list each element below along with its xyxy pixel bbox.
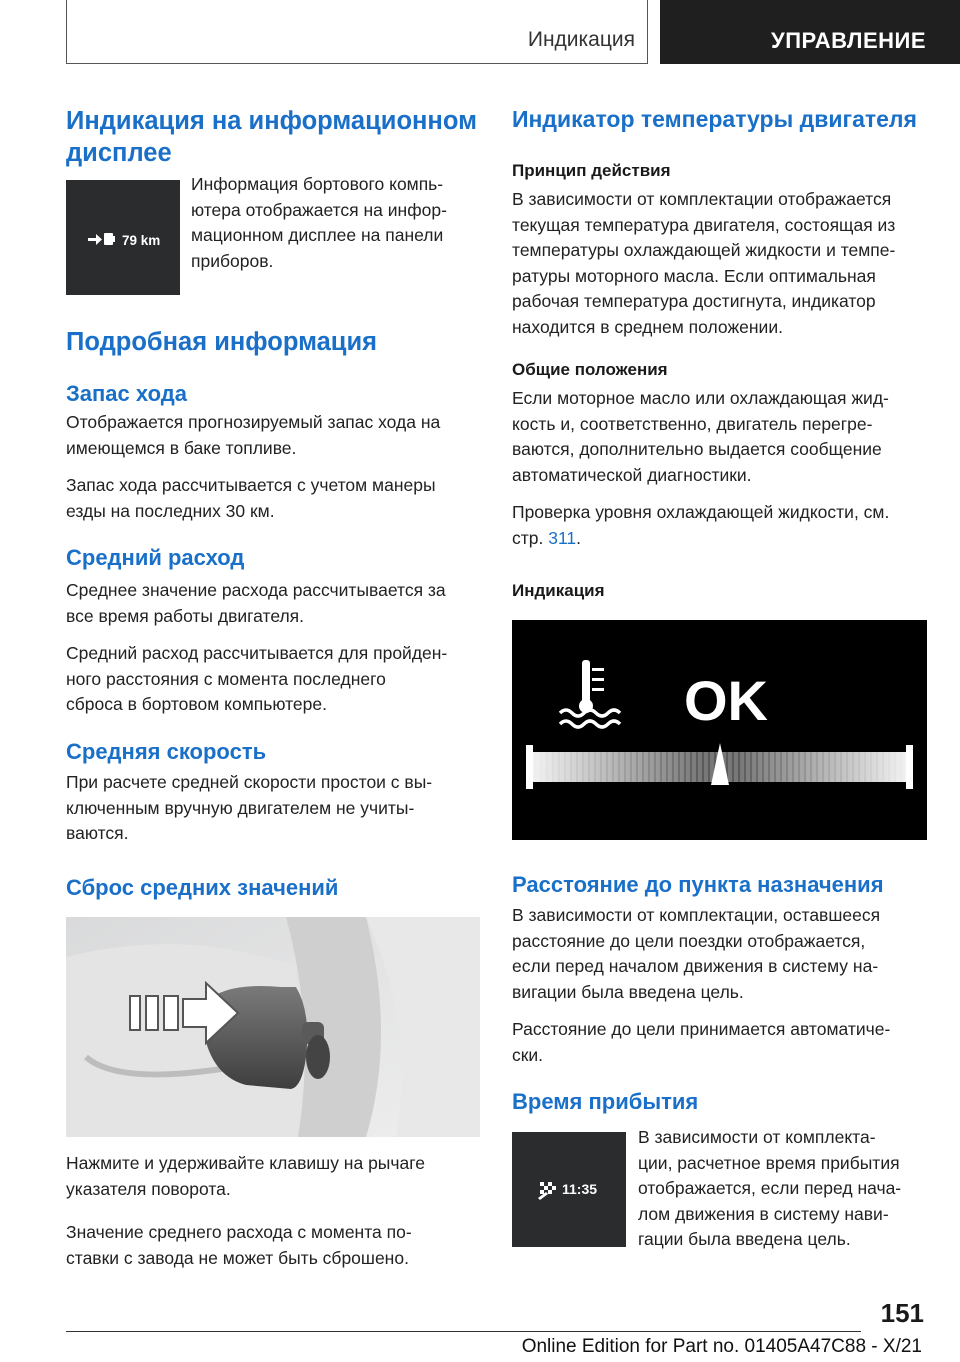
coolant-check-ref bbox=[512, 526, 932, 552]
reset-text-line: Нажмите и удерживайте клавишу на рычаге bbox=[66, 1153, 425, 1173]
arrival-heading: Время прибытия bbox=[512, 1089, 699, 1114]
speed-text: ключенным вручную двигателем не учиты- bbox=[66, 797, 415, 818]
intro-line: ютера отображается на инфор- bbox=[191, 199, 447, 220]
arrival-text-line: отображается, если перед нача- bbox=[638, 1178, 902, 1198]
range-display-image bbox=[66, 180, 180, 295]
consumption-text: все время работы двигателя. bbox=[66, 605, 305, 626]
temp-status-label: OK bbox=[684, 669, 768, 732]
arrival-text-line: гации была введена цель. bbox=[638, 1229, 851, 1249]
range-section bbox=[66, 380, 486, 524]
reset-text-line: указателя поворота. bbox=[66, 1178, 231, 1199]
principle-text: ратуры моторного масла. Если оптимальная bbox=[512, 265, 876, 286]
range-readout: 79 km bbox=[122, 233, 161, 248]
intro-paragraph bbox=[191, 172, 481, 274]
reset-text-line: ставки с завода не может быть сброшено. bbox=[66, 1247, 409, 1268]
stalk-illustration bbox=[66, 917, 480, 1137]
distance-text: Расстояние до цели принимается автоматиче- bbox=[512, 1019, 891, 1039]
consumption-text: сброса в бортовом компьютере. bbox=[66, 694, 327, 714]
temp-section bbox=[512, 105, 932, 603]
intro-line: мационном дисплее на панели bbox=[191, 225, 444, 245]
intro-line: Информация бортового компь- bbox=[191, 174, 444, 194]
reset-text-line: Значение среднего расхода с момента по- bbox=[66, 1222, 412, 1242]
principle-text: рабочая температура достигнута, индикатор bbox=[512, 291, 876, 311]
range-text: Запас хода рассчитывается с учетом манеры bbox=[66, 475, 436, 495]
range-display-graphic bbox=[66, 180, 180, 295]
range-text: имеющемся в баке топливе. bbox=[66, 437, 297, 458]
arrival-text-line: лом движения в систему нави- bbox=[638, 1203, 889, 1224]
principle-text: текущая температура двигателя, состоящая из bbox=[512, 214, 896, 235]
page-number: 151 bbox=[880, 1298, 924, 1328]
reset-heading: Сброс средних значений bbox=[66, 875, 339, 900]
range-heading: Запас хода bbox=[66, 381, 187, 406]
destination-flag-icon bbox=[538, 1182, 556, 1200]
distance-text: вигации была введена цель. bbox=[512, 981, 744, 1002]
coolant-wave-icon bbox=[560, 710, 620, 727]
header-section-tab bbox=[660, 0, 960, 64]
distance-text: если перед началом движения в систему на- bbox=[512, 956, 879, 976]
temp-display-graphic bbox=[512, 620, 927, 840]
footer-divider bbox=[66, 1331, 861, 1332]
coolant-check-page-prefix: стр. bbox=[512, 527, 549, 548]
consumption-section bbox=[66, 544, 486, 718]
temp-display-image bbox=[512, 620, 927, 840]
left-heading bbox=[66, 105, 486, 169]
distance-text: расстояние до цели поездки отображается, bbox=[512, 930, 866, 951]
speed-section bbox=[66, 738, 486, 847]
header-title: Индикация bbox=[527, 28, 635, 51]
range-icon bbox=[88, 233, 115, 245]
speed-text: При расчете средней скорости простои с вы- bbox=[66, 772, 433, 792]
arrival-heading-block bbox=[512, 1088, 932, 1116]
general-text: автоматической диагностики. bbox=[512, 464, 752, 485]
coolant-temperature-icon bbox=[579, 660, 604, 713]
general-text: Если моторное масло или охлаждающая жид- bbox=[512, 388, 889, 408]
general-text: ваются, дополнительно выдается сообщение bbox=[512, 439, 882, 459]
header-title-box bbox=[66, 0, 648, 64]
consumption-text: ного расстояния с момента последнего bbox=[66, 668, 386, 689]
edition-note: Online Edition for Part no. 01405A47C88 - X/21 bbox=[521, 1336, 922, 1357]
principle-text: находится в среднем положении. bbox=[512, 316, 783, 337]
distance-text: В зависимости от комплектации, оставшееся bbox=[512, 905, 881, 925]
consumption-heading: Средний расход bbox=[66, 545, 245, 570]
arrival-display-graphic bbox=[512, 1132, 626, 1247]
speed-heading: Средняя скорость bbox=[66, 739, 267, 764]
coolant-check-suffix: . bbox=[576, 527, 582, 548]
details-heading: Подробная информация bbox=[66, 328, 378, 356]
temp-heading: Индикатор температуры двигателя bbox=[512, 106, 917, 132]
coolant-check-text: Проверка уровня охлаждающей жидкости, см. bbox=[512, 502, 890, 522]
consumption-text: Средний расход рассчитывается для пройден- bbox=[66, 643, 448, 663]
general-heading: Общие положения bbox=[512, 360, 668, 379]
arrival-text-line: ции, расчетное время прибытия bbox=[638, 1152, 900, 1173]
arrival-text-line: В зависимости от комплекта- bbox=[638, 1127, 876, 1147]
temp-gauge-cap-left bbox=[526, 745, 533, 789]
details-heading-block bbox=[66, 326, 486, 358]
distance-text: ски. bbox=[512, 1044, 544, 1065]
principle-text: В зависимости от комплектации отображается bbox=[512, 189, 892, 209]
speed-text: ваются. bbox=[66, 823, 129, 843]
consumption-text: Среднее значение расхода рассчитывается за bbox=[66, 580, 446, 600]
section-heading-info-display: Индикация на информационном дисплее bbox=[66, 107, 477, 167]
arrival-text bbox=[638, 1125, 938, 1253]
arrival-readout: 11:35 bbox=[562, 1181, 598, 1197]
coolant-page-link[interactable]: 311 bbox=[548, 527, 577, 548]
principle-text: температуры охлаждающей жидкости и темпе- bbox=[512, 240, 896, 260]
range-text: езды на последних 30 км. bbox=[66, 500, 275, 521]
general-text: кость и, соответственно, двигатель перегре- bbox=[512, 413, 873, 434]
arrival-display-image bbox=[512, 1132, 626, 1247]
reset-text bbox=[66, 1151, 486, 1271]
range-text: Отображается прогнозируемый запас хода на bbox=[66, 412, 441, 432]
intro-line: приборов. bbox=[191, 250, 274, 271]
stalk-illustration-graphic bbox=[66, 917, 480, 1137]
display-heading: Индикация bbox=[512, 581, 605, 600]
header-section-label: УПРАВЛЕНИЕ bbox=[771, 28, 926, 53]
temp-gauge-cap-right bbox=[906, 745, 913, 789]
principle-heading: Принцип действия bbox=[512, 161, 671, 180]
distance-heading: Расстояние до пункта назначения bbox=[512, 872, 884, 897]
reset-section bbox=[66, 874, 486, 902]
distance-section bbox=[512, 871, 932, 1068]
